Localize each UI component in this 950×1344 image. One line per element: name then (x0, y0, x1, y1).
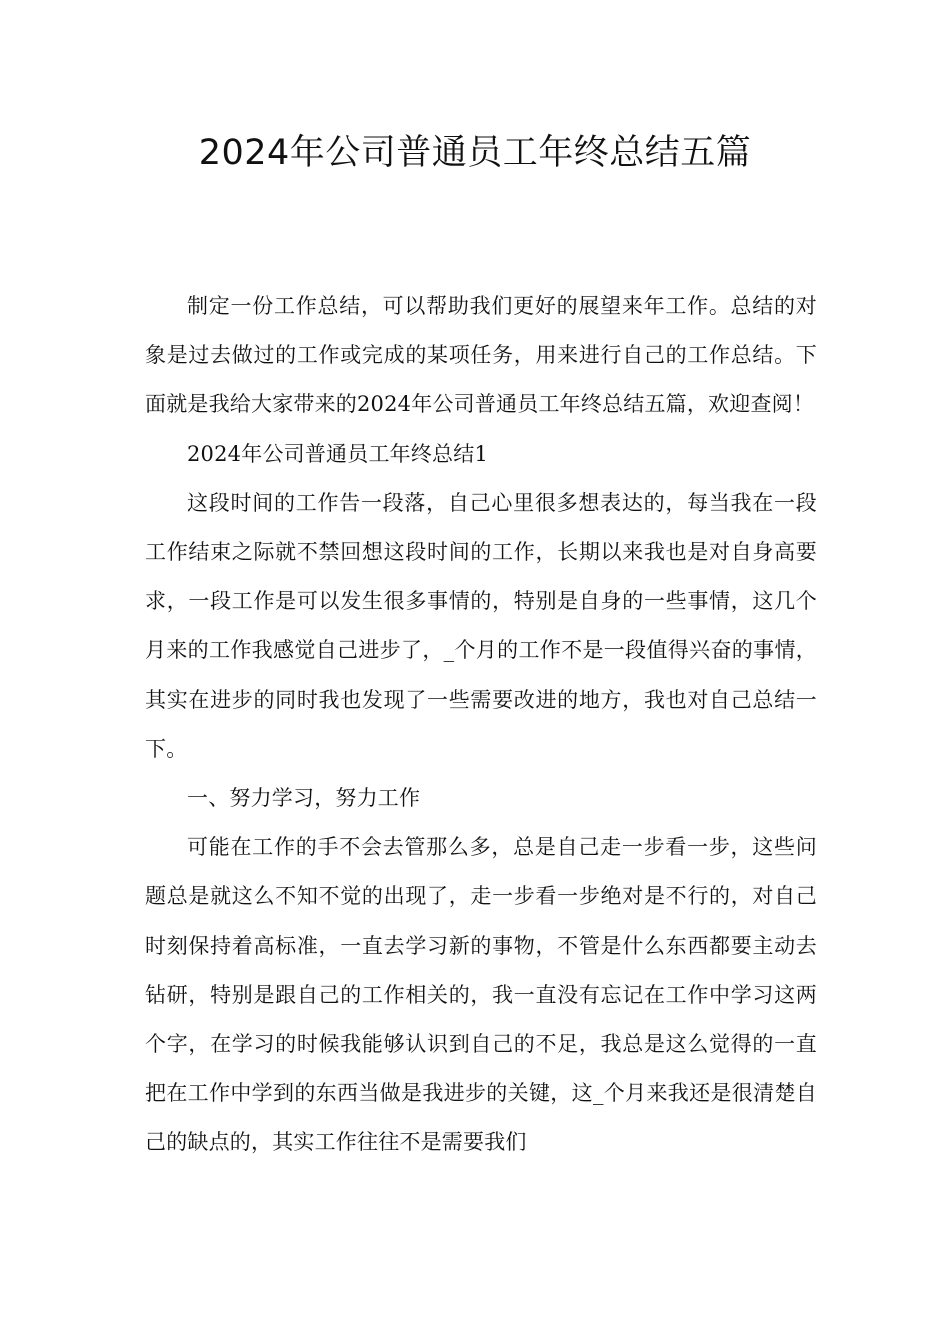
intro-paragraph: 制定一份工作总结，可以帮助我们更好的展望来年工作。总结的对象是过去做过的工作或完成的某项任务，用来进行自己的工作总结。下面就是我给大家带来的2024年公司普通员工年终总结五篇，欢迎查阅！ (145, 294, 817, 417)
document-title: 2024年公司普通员工年终总结五篇 (198, 133, 752, 173)
subheading-1: 一、努力学习，努力工作 (187, 786, 421, 811)
body-paragraph: 可能在工作的手不会去管那么多，总是自己走一步看一步，这些问题总是就这么不知不觉的出现了，走一步看一步绝对是不行的，对自己时刻保持着高标准，一直去学习新的事物，不管是什么东西都要主动去钻研，特别是跟自己的工作相关的，我一直没有忘记在工作中学习这两个字，在学习的时候我能够认识到自己的不足，我总是这么觉得的一直把在工作中学到的东西当做是我进步的关键，这_个月来我还是很清楚自己的缺点的，其实工作往往不是需要我们 (145, 835, 817, 1155)
body-paragraph: 这段时间的工作告一段落，自己心里很多想表达的，每当我在一段工作结束之际就不禁回想这段时间的工作，长期以来我也是对自身高要求，一段工作是可以发生很多事情的，特别是自身的一些事情，这几个月来的工作我感觉自己进步了，_个月的工作不是一段值得兴奋的事情，其实在进步的同时我也发现了一些需要改进的地方，我也对自己总结一下。 (145, 490, 817, 761)
document-body (145, 282, 817, 1168)
section-heading-1: 2024年公司普通员工年终总结1 (187, 441, 489, 466)
